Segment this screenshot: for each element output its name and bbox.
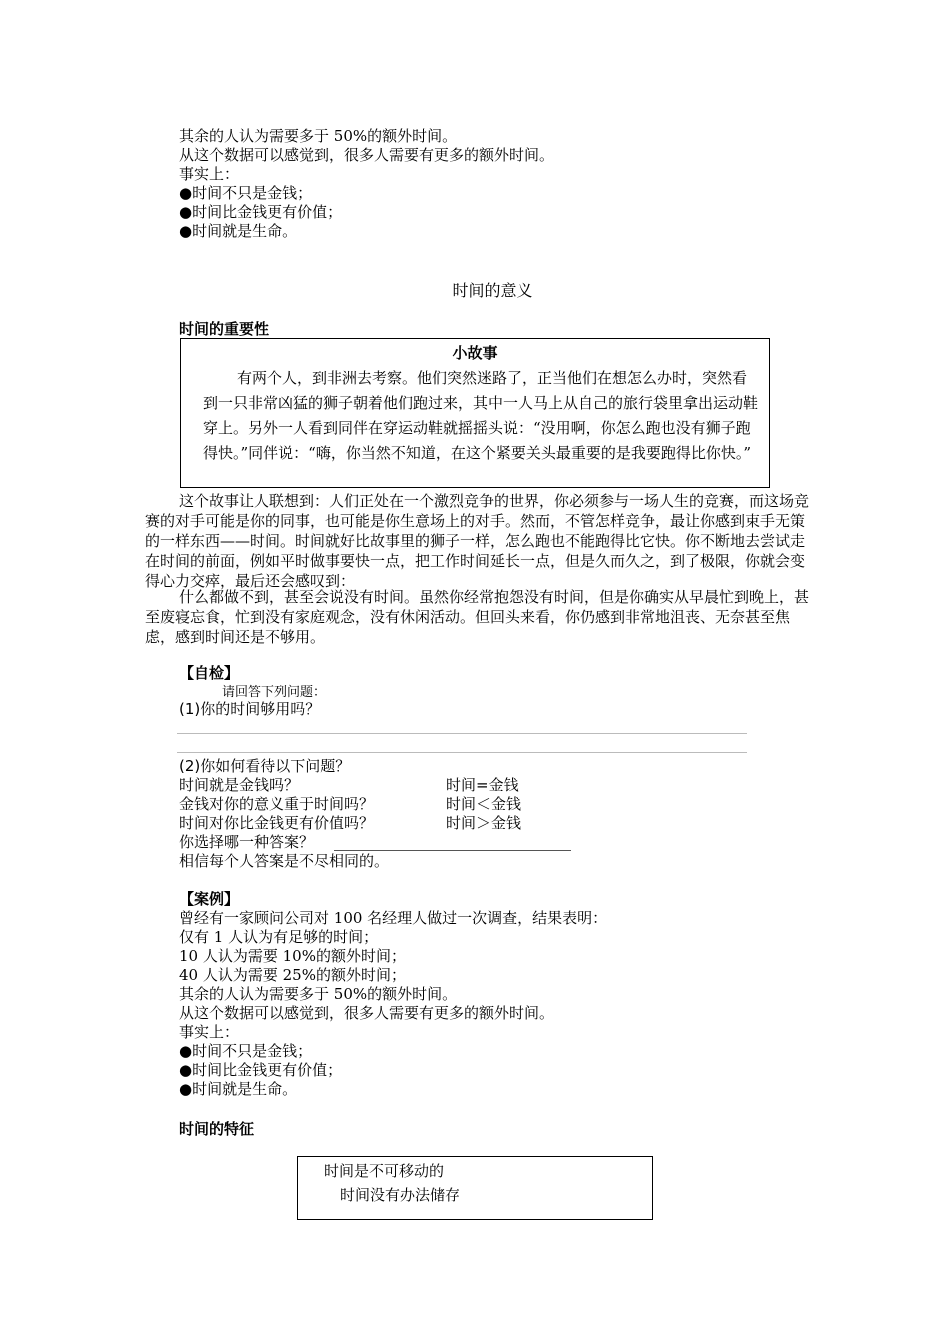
case-bullet-2: ●时间比金钱更有价值； (179, 1061, 343, 1079)
feature-item-2: 时间没有办法储存 (340, 1186, 461, 1204)
q-row-2-option: 时间＜金钱 (446, 795, 522, 813)
feature-item-1: 时间是不可移动的 (324, 1162, 445, 1180)
top-line-3: 事实上： (179, 165, 240, 183)
features-heading: 时间的特征 (179, 1120, 255, 1138)
self-check-heading: 【自检】 (179, 664, 240, 682)
case-line-5: 其余的人认为需要多于 50%的额外时间。 (179, 985, 458, 1003)
paragraph-2: 什么都做不到，甚至会说没有时间。虽然你经常抱怨没有时间，但是你确实从早晨忙到晚上，甚至废寝忘食，忙到没有家庭观念，没有休闲活动。但回头来看，你仍感到非常地沮丧、无奈甚至焦虑，感到时间还是不够用。 (145, 588, 810, 646)
story-title: 小故事 (452, 344, 498, 362)
case-line-7: 事实上： (179, 1023, 240, 1041)
case-line-6: 从这个数据可以感觉到，很多人需要有更多的额外时间。 (179, 1004, 555, 1022)
closing-line: 相信每个人答案是不尽相同的。 (179, 852, 390, 870)
q-row-2-question: 金钱对你的意义重于时间吗？ (179, 795, 375, 813)
case-bullet-1: ●时间不只是金钱； (179, 1042, 313, 1060)
top-bullet-1: ●时间不只是金钱； (179, 184, 313, 202)
answer-line-2[interactable] (177, 752, 747, 753)
story-box (180, 338, 770, 488)
story-text: 有两个人，到非洲去考察。他们突然迷路了，正当他们在想怎么办时，突然看到一只非常凶猛的狮子朝着他们跑过来，其中一人马上从自己的旅行袋里拿出运动鞋穿上。另外一人看到同伴在穿运动鞋就摇摇头说：“没用啊，你怎么跑也没有狮子跑得快。”同伴说：“嗨，你当然不知道，在这个紧要关头最重要的是我要跑得比你快。” (203, 369, 759, 462)
top-bullet-3: ●时间就是生命。 (179, 222, 298, 240)
q-row-3-option: 时间＞金钱 (446, 814, 522, 832)
q-row-3-question: 时间对你比金钱更有价值吗？ (179, 814, 375, 832)
section-title: 时间的意义 (452, 281, 533, 300)
importance-heading: 时间的重要性 (179, 320, 270, 338)
choice-question: 你选择哪一种答案？ (179, 833, 315, 851)
case-line-1: 曾经有一家顾问公司对 100 名经理人做过一次调查，结果表明： (179, 909, 608, 927)
features-box (297, 1156, 653, 1220)
question-1: (1)你的时间够用吗？ (179, 700, 321, 718)
top-bullet-2: ●时间比金钱更有价值； (179, 203, 343, 221)
self-check-prompt: 请回答下列问题： (222, 685, 327, 700)
q-row-1-option: 时间=金钱 (446, 776, 519, 794)
top-line-2: 从这个数据可以感觉到，很多人需要有更多的额外时间。 (179, 146, 555, 164)
case-heading: 【案例】 (179, 890, 240, 908)
top-line-1: 其余的人认为需要多于 50%的额外时间。 (179, 127, 458, 145)
case-line-4: 40 人认为需要 25%的额外时间； (179, 966, 406, 984)
case-line-2: 仅有 1 人认为有足够的时间； (179, 928, 379, 946)
q-row-1-question: 时间就是金钱吗？ (179, 776, 300, 794)
choice-answer-line[interactable] (334, 850, 571, 851)
answer-line-1[interactable] (177, 733, 747, 734)
case-line-3: 10 人认为需要 10%的额外时间； (179, 947, 406, 965)
case-bullet-3: ●时间就是生命。 (179, 1080, 298, 1098)
question-2: (2)你如何看待以下问题？ (179, 757, 351, 775)
paragraph-1: 这个故事让人联想到：人们正处在一个激烈竞争的世界，你必须参与一场人生的竞赛，而这场竞赛的对手可能是你的同事，也可能是你生意场上的对手。然而，不管怎样竞争，最让你感到束手无策的一样东西——时间。时间就好比故事里的狮子一样，怎么跑也不能跑得比它快。你不断地去尝试走在时间的前面，例如平时做事要快一点，把工作时间延长一点，但是久而久之，到了极限，你就会变得心力交瘁，最后还会感叹到： (145, 492, 810, 590)
